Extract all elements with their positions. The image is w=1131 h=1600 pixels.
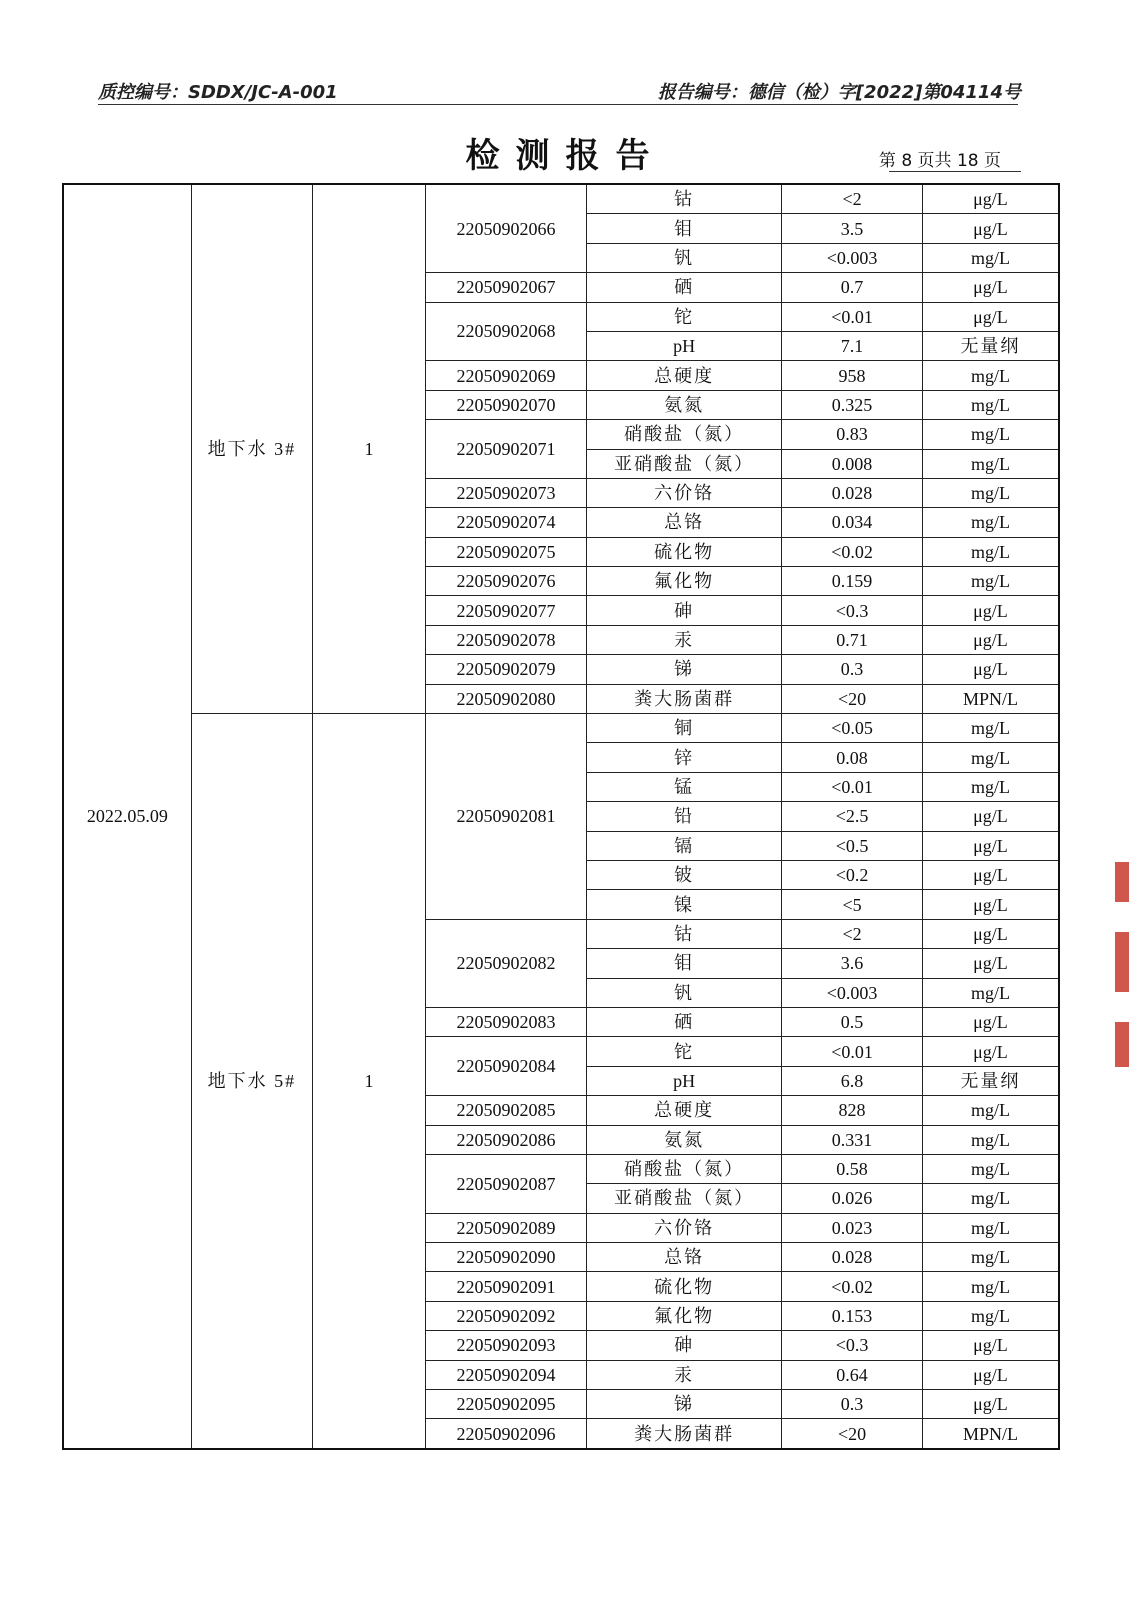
item-result: 0.028 — [782, 478, 923, 507]
item-unit: mg/L — [922, 743, 1059, 772]
item-unit: μg/L — [922, 890, 1059, 919]
sample-id: 22050902087 — [425, 1154, 586, 1213]
sample-id: 22050902070 — [425, 390, 586, 419]
item-name: 钒 — [587, 243, 782, 272]
sample-id: 22050902081 — [425, 714, 586, 920]
item-name: 氨氮 — [587, 390, 782, 419]
sample-id: 22050902075 — [425, 537, 586, 566]
item-unit: μg/L — [922, 831, 1059, 860]
item-unit: mg/L — [922, 1301, 1059, 1330]
item-unit: mg/L — [922, 243, 1059, 272]
item-name: 总铬 — [587, 508, 782, 537]
sample-id: 22050902069 — [425, 361, 586, 390]
item-name: 亚硝酸盐（氮） — [587, 449, 782, 478]
item-unit: mg/L — [922, 361, 1059, 390]
item-result: 0.5 — [782, 1007, 923, 1036]
item-name: 硫化物 — [587, 537, 782, 566]
item-name: 总硬度 — [587, 1096, 782, 1125]
sample-id: 22050902068 — [425, 302, 586, 361]
item-unit: μg/L — [922, 625, 1059, 654]
item-name: 钒 — [587, 978, 782, 1007]
item-unit: mg/L — [922, 390, 1059, 419]
sample-id: 22050902082 — [425, 919, 586, 1007]
item-result: 3.5 — [782, 214, 923, 243]
sample-id: 22050902094 — [425, 1360, 586, 1389]
item-result: 0.3 — [782, 655, 923, 684]
item-unit: mg/L — [922, 1243, 1059, 1272]
header-divider — [98, 104, 1018, 105]
sampling-date: 2022.05.09 — [63, 184, 191, 1449]
item-result: <0.01 — [782, 302, 923, 331]
item-result: 0.034 — [782, 508, 923, 537]
item-result: 958 — [782, 361, 923, 390]
item-result: 3.6 — [782, 949, 923, 978]
item-name: 镍 — [587, 890, 782, 919]
item-result: 0.7 — [782, 273, 923, 302]
item-result: <2 — [782, 184, 923, 214]
item-result: 0.64 — [782, 1360, 923, 1389]
item-result: <0.003 — [782, 243, 923, 272]
item-unit: mg/L — [922, 508, 1059, 537]
item-unit: mg/L — [922, 420, 1059, 449]
item-name: 砷 — [587, 596, 782, 625]
item-name: 砷 — [587, 1331, 782, 1360]
results-body — [63, 184, 1059, 1449]
item-unit: mg/L — [922, 537, 1059, 566]
item-unit: mg/L — [922, 1125, 1059, 1154]
site-name: 地下水 3# — [191, 184, 312, 714]
item-result: 0.008 — [782, 449, 923, 478]
item-name: 汞 — [587, 1360, 782, 1389]
item-result: <0.3 — [782, 596, 923, 625]
sample-id: 22050902095 — [425, 1390, 586, 1419]
item-result: 0.08 — [782, 743, 923, 772]
results-table — [62, 183, 1060, 1450]
item-result: 0.3 — [782, 1390, 923, 1419]
item-result: 0.153 — [782, 1301, 923, 1330]
item-name: 锰 — [587, 772, 782, 801]
item-unit: μg/L — [922, 184, 1059, 214]
item-unit: μg/L — [922, 596, 1059, 625]
item-result: 0.159 — [782, 567, 923, 596]
item-name: 六价铬 — [587, 1213, 782, 1242]
item-result: <20 — [782, 1419, 923, 1449]
item-result: <0.3 — [782, 1331, 923, 1360]
item-result: 0.325 — [782, 390, 923, 419]
sample-id: 22050902078 — [425, 625, 586, 654]
sample-id: 22050902091 — [425, 1272, 586, 1301]
item-name: 锑 — [587, 655, 782, 684]
item-unit: μg/L — [922, 273, 1059, 302]
item-result: 0.023 — [782, 1213, 923, 1242]
item-name: pH — [587, 331, 782, 360]
item-name: 硫化物 — [587, 1272, 782, 1301]
item-name: 粪大肠菌群 — [587, 684, 782, 713]
item-result: <0.05 — [782, 714, 923, 743]
item-result: 0.028 — [782, 1243, 923, 1272]
item-result: <0.02 — [782, 1272, 923, 1301]
item-unit: 无量纲 — [922, 331, 1059, 360]
item-name: 铅 — [587, 802, 782, 831]
item-name: 总铬 — [587, 1243, 782, 1272]
item-name: 硝酸盐（氮） — [587, 420, 782, 449]
item-unit: mg/L — [922, 1096, 1059, 1125]
item-name: 锑 — [587, 1390, 782, 1419]
item-name: 氟化物 — [587, 567, 782, 596]
page-title: 检测报告 — [465, 136, 666, 176]
item-result: <2 — [782, 919, 923, 948]
item-unit: μg/L — [922, 655, 1059, 684]
report-label: 报告编号： — [657, 82, 748, 103]
item-unit: μg/L — [922, 1037, 1059, 1066]
item-name: 钴 — [587, 184, 782, 214]
sample-id: 22050902067 — [425, 273, 586, 302]
item-unit: μg/L — [922, 802, 1059, 831]
item-name: 硒 — [587, 273, 782, 302]
item-result: 828 — [782, 1096, 923, 1125]
qc-label: 质控编号： — [98, 82, 188, 103]
item-unit: 无量纲 — [922, 1066, 1059, 1095]
item-name: 总硬度 — [587, 361, 782, 390]
item-name: 氟化物 — [587, 1301, 782, 1330]
item-result: 0.331 — [782, 1125, 923, 1154]
item-unit: μg/L — [922, 949, 1059, 978]
qc-number — [98, 78, 338, 104]
item-name: 粪大肠菌群 — [587, 1419, 782, 1449]
item-name: 氨氮 — [587, 1125, 782, 1154]
item-name: 镉 — [587, 831, 782, 860]
item-result: <0.2 — [782, 860, 923, 889]
item-name: 钴 — [587, 919, 782, 948]
item-unit: mg/L — [922, 449, 1059, 478]
page-info: 第 8 页共 18 页 — [878, 151, 1001, 171]
item-result: 0.83 — [782, 420, 923, 449]
item-name: 铊 — [587, 302, 782, 331]
item-unit: mg/L — [922, 978, 1059, 1007]
sample-id: 22050902080 — [425, 684, 586, 713]
item-unit: μg/L — [922, 1007, 1059, 1036]
report-value: 德信（检）字[2022]第04114号 — [747, 82, 1021, 103]
item-unit: mg/L — [922, 478, 1059, 507]
sample-id: 22050902066 — [425, 184, 586, 273]
item-unit: MPN/L — [922, 1419, 1059, 1449]
item-name: 铍 — [587, 860, 782, 889]
item-unit: μg/L — [922, 214, 1059, 243]
sample-count: 1 — [313, 714, 426, 1449]
sample-count: 1 — [313, 184, 426, 714]
sample-id: 22050902074 — [425, 508, 586, 537]
item-name: pH — [587, 1066, 782, 1095]
item-unit: μg/L — [922, 1360, 1059, 1389]
sample-id: 22050902089 — [425, 1213, 586, 1242]
sample-id: 22050902083 — [425, 1007, 586, 1036]
sample-id: 22050902073 — [425, 478, 586, 507]
sample-id: 22050902084 — [425, 1037, 586, 1096]
item-unit: mg/L — [922, 1184, 1059, 1213]
item-result: <2.5 — [782, 802, 923, 831]
item-unit: μg/L — [922, 1331, 1059, 1360]
item-result: 0.71 — [782, 625, 923, 654]
item-name: 硝酸盐（氮） — [587, 1154, 782, 1183]
item-name: 亚硝酸盐（氮） — [587, 1184, 782, 1213]
sample-id: 22050902086 — [425, 1125, 586, 1154]
item-unit: μg/L — [922, 860, 1059, 889]
item-result: 0.58 — [782, 1154, 923, 1183]
item-name: 钼 — [587, 214, 782, 243]
item-name: 锌 — [587, 743, 782, 772]
item-unit: μg/L — [922, 302, 1059, 331]
sample-id: 22050902092 — [425, 1301, 586, 1330]
item-unit: MPN/L — [922, 684, 1059, 713]
sample-id: 22050902090 — [425, 1243, 586, 1272]
item-result: <20 — [782, 684, 923, 713]
report-number — [658, 78, 1021, 104]
item-name: 钼 — [587, 949, 782, 978]
sample-id: 22050902077 — [425, 596, 586, 625]
item-unit: μg/L — [922, 919, 1059, 948]
item-result: <0.02 — [782, 537, 923, 566]
item-unit: mg/L — [922, 1272, 1059, 1301]
table-row — [63, 184, 1059, 214]
item-result: 6.8 — [782, 1066, 923, 1095]
item-result: <0.5 — [782, 831, 923, 860]
sample-id: 22050902096 — [425, 1419, 586, 1449]
item-name: 硒 — [587, 1007, 782, 1036]
table-row — [63, 714, 1059, 743]
sample-id: 22050902093 — [425, 1331, 586, 1360]
page-info-underline — [889, 171, 1021, 172]
item-unit: mg/L — [922, 1213, 1059, 1242]
sample-id: 22050902071 — [425, 420, 586, 479]
item-unit: mg/L — [922, 772, 1059, 801]
item-result: 0.026 — [782, 1184, 923, 1213]
seal-stamp-edge — [1113, 862, 1131, 1072]
item-result: <0.01 — [782, 1037, 923, 1066]
sample-id: 22050902085 — [425, 1096, 586, 1125]
item-result: 7.1 — [782, 331, 923, 360]
item-result: <0.003 — [782, 978, 923, 1007]
item-result: <5 — [782, 890, 923, 919]
qc-value: SDDX/JC-A-001 — [188, 82, 338, 103]
item-unit: mg/L — [922, 1154, 1059, 1183]
item-unit: mg/L — [922, 567, 1059, 596]
sample-id: 22050902079 — [425, 655, 586, 684]
item-name: 铜 — [587, 714, 782, 743]
item-name: 铊 — [587, 1037, 782, 1066]
item-name: 六价铬 — [587, 478, 782, 507]
item-unit: μg/L — [922, 1390, 1059, 1419]
sample-id: 22050902076 — [425, 567, 586, 596]
item-name: 汞 — [587, 625, 782, 654]
site-name: 地下水 5# — [191, 714, 312, 1449]
item-unit: mg/L — [922, 714, 1059, 743]
item-result: <0.01 — [782, 772, 923, 801]
